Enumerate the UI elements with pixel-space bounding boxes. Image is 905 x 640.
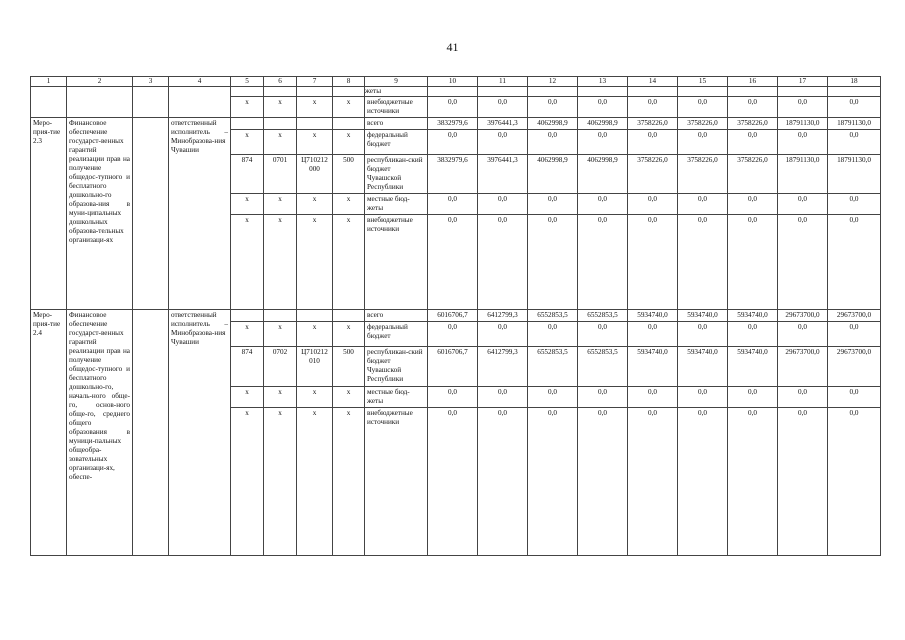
value-cell: 3758226,0 xyxy=(678,155,728,194)
code-cell: Ц710212 000 xyxy=(297,155,333,194)
header-cell: 13 xyxy=(578,77,628,87)
code-cell: x xyxy=(333,194,365,215)
value-cell: 0,0 xyxy=(528,194,578,215)
value-cell: 6412799,3 xyxy=(478,347,528,387)
header-row xyxy=(31,77,881,87)
code-cell: x xyxy=(264,215,297,310)
header-cell: 5 xyxy=(231,77,264,87)
value-cell: 0,0 xyxy=(778,97,828,118)
value-cell: 0,0 xyxy=(828,408,881,556)
blank-cell xyxy=(133,118,169,310)
value-cell: 0,0 xyxy=(578,130,628,155)
code-cell: x xyxy=(231,215,264,310)
cont-resp-cell xyxy=(169,87,231,118)
budget-table xyxy=(30,76,881,556)
value-cell: 0,0 xyxy=(828,130,881,155)
code-cell xyxy=(297,310,333,322)
code-cell: x xyxy=(333,130,365,155)
source-cell: всего xyxy=(365,310,428,322)
value-cell: 3758226,0 xyxy=(628,118,678,130)
header-cell: 7 xyxy=(297,77,333,87)
code-cell: x xyxy=(297,322,333,347)
header-cell: 6 xyxy=(264,77,297,87)
code-cell: x xyxy=(333,408,365,556)
page-number: 41 xyxy=(446,40,459,54)
value-cell: 0,0 xyxy=(478,194,528,215)
value-cell: 0,0 xyxy=(628,322,678,347)
value-cell: 0,0 xyxy=(678,194,728,215)
value-cell: 0,0 xyxy=(578,322,628,347)
value-cell: 0,0 xyxy=(778,194,828,215)
header-cell: 4 xyxy=(169,77,231,87)
header-cell: 9 xyxy=(365,77,428,87)
header-cell: 12 xyxy=(528,77,578,87)
value-cell: 0,0 xyxy=(678,408,728,556)
value-cell: 3832979,6 xyxy=(428,155,478,194)
value-cell: 3976441,3 xyxy=(478,155,528,194)
source-cell: внебюджетные источники xyxy=(365,408,428,556)
value-cell: 6552853,5 xyxy=(578,310,628,322)
code-cell: x xyxy=(264,194,297,215)
code-cell: x xyxy=(333,322,365,347)
value-cell: 0,0 xyxy=(528,387,578,408)
value-cell: 6552853,5 xyxy=(578,347,628,387)
value-cell: 3758226,0 xyxy=(628,155,678,194)
code-cell: 874 xyxy=(231,155,264,194)
value-cell: 0,0 xyxy=(728,215,778,310)
cont-blank-cell xyxy=(133,87,169,118)
value-cell: 0,0 xyxy=(828,97,881,118)
value-cell: 0,0 xyxy=(778,215,828,310)
code-cell: 500 xyxy=(333,155,365,194)
value-cell: 18791130,0 xyxy=(778,155,828,194)
value-cell: 0,0 xyxy=(628,97,678,118)
value-cell: 0,0 xyxy=(578,387,628,408)
value-cell: 0,0 xyxy=(478,408,528,556)
value-cell: 0,0 xyxy=(678,322,728,347)
code-cell: x xyxy=(333,97,365,118)
value-cell: 0,0 xyxy=(578,194,628,215)
value-cell: 0,0 xyxy=(678,130,728,155)
code-cell: x xyxy=(297,215,333,310)
value-cell: 0,0 xyxy=(828,322,881,347)
code-cell: x xyxy=(231,130,264,155)
code-cell xyxy=(264,118,297,130)
value-cell: 0,0 xyxy=(428,130,478,155)
header-cell: 1 xyxy=(31,77,67,87)
blank-cell xyxy=(133,310,169,556)
source-cell: местные бюд-жеты xyxy=(365,194,428,215)
value-cell: 18791130,0 xyxy=(828,118,881,130)
value-cell: 0,0 xyxy=(528,97,578,118)
code-cell: x xyxy=(231,408,264,556)
code-cell: x xyxy=(297,408,333,556)
code-cell: x xyxy=(297,194,333,215)
value-cell: 29673700,0 xyxy=(778,310,828,322)
value-cell: 18791130,0 xyxy=(828,155,881,194)
value-cell: 0,0 xyxy=(628,194,678,215)
code-cell: x xyxy=(231,97,264,118)
code-cell: x xyxy=(231,194,264,215)
header-cell: 10 xyxy=(428,77,478,87)
code-cell xyxy=(231,310,264,322)
code-cell: x xyxy=(333,215,365,310)
value-cell: 5934740,0 xyxy=(628,347,678,387)
code-cell xyxy=(297,118,333,130)
header-cell: 15 xyxy=(678,77,728,87)
code-cell: 500 xyxy=(333,347,365,387)
value-cell: 0,0 xyxy=(728,387,778,408)
header-cell: 14 xyxy=(628,77,678,87)
value-cell: 4062998,9 xyxy=(578,155,628,194)
value-cell: 3758226,0 xyxy=(728,155,778,194)
code-cell xyxy=(333,310,365,322)
code-cell: 874 xyxy=(231,347,264,387)
value-cell: 3832979,6 xyxy=(428,118,478,130)
value-cell: 4062998,9 xyxy=(528,118,578,130)
source-cell: внебюджетные источники xyxy=(365,215,428,310)
header-cell: 17 xyxy=(778,77,828,87)
value-cell: 3976441,3 xyxy=(478,118,528,130)
code-cell: x xyxy=(297,387,333,408)
value-cell: 0,0 xyxy=(428,215,478,310)
value-cell: 0,0 xyxy=(578,215,628,310)
value-cell: 18791130,0 xyxy=(778,118,828,130)
responsible-cell: ответственный исполнитель – Минобразова-ния Чувашии xyxy=(169,118,231,310)
value-cell: 0,0 xyxy=(728,97,778,118)
value-cell: 6016706,7 xyxy=(428,347,478,387)
value-cell: 0,0 xyxy=(778,130,828,155)
code-cell: x xyxy=(297,130,333,155)
value-cell: 5934740,0 xyxy=(728,347,778,387)
value-cell: 0,0 xyxy=(678,97,728,118)
code-cell: x xyxy=(333,387,365,408)
value-cell: 0,0 xyxy=(628,215,678,310)
value-cell: 3758226,0 xyxy=(728,118,778,130)
value-cell: 0,0 xyxy=(428,322,478,347)
code-cell: x xyxy=(264,408,297,556)
value-cell: 0,0 xyxy=(528,322,578,347)
code-cell: x xyxy=(264,387,297,408)
code-cell: x xyxy=(264,322,297,347)
value-cell: 0,0 xyxy=(478,97,528,118)
code-cell: x xyxy=(264,130,297,155)
source-cell: республикан-ский бюджет Чувашской Республики xyxy=(365,347,428,387)
value-cell: 5934740,0 xyxy=(728,310,778,322)
value-cell: 6412799,3 xyxy=(478,310,528,322)
value-cell: 0,0 xyxy=(478,215,528,310)
header-cell: 18 xyxy=(828,77,881,87)
value-cell: 6552853,5 xyxy=(528,347,578,387)
cont-name-cell xyxy=(67,87,133,118)
header-cell: 11 xyxy=(478,77,528,87)
code-cell xyxy=(333,118,365,130)
source-cell: местные бюд-жеты xyxy=(365,387,428,408)
table-row xyxy=(31,310,881,322)
continuation-top-row xyxy=(31,87,881,97)
header-cell: 2 xyxy=(67,77,133,87)
value-cell: 0,0 xyxy=(778,387,828,408)
cont-code-cell xyxy=(31,87,67,118)
responsible-cell: ответственный исполнитель – Минобразова-ния Чувашии xyxy=(169,310,231,556)
code-cell: x xyxy=(264,97,297,118)
header-cell: 3 xyxy=(133,77,169,87)
value-cell: 0,0 xyxy=(628,387,678,408)
source-cell: федеральный бюджет xyxy=(365,322,428,347)
value-cell: 0,0 xyxy=(828,194,881,215)
source-cell: внебюджетные источники xyxy=(365,97,428,118)
value-cell: 5934740,0 xyxy=(678,310,728,322)
value-cell: 0,0 xyxy=(578,97,628,118)
value-cell: 0,0 xyxy=(428,97,478,118)
code-cell: Ц710212 010 xyxy=(297,347,333,387)
value-cell: 0,0 xyxy=(428,408,478,556)
source-cell: республикан-ский бюджет Чувашской Республики xyxy=(365,155,428,194)
value-cell: 0,0 xyxy=(828,215,881,310)
code-cell: x xyxy=(231,387,264,408)
value-cell: 0,0 xyxy=(428,387,478,408)
value-cell: 0,0 xyxy=(628,408,678,556)
value-cell: 29673700,0 xyxy=(778,347,828,387)
value-cell: 0,0 xyxy=(728,194,778,215)
code-cell xyxy=(231,118,264,130)
value-cell: 3758226,0 xyxy=(678,118,728,130)
value-cell: 29673700,0 xyxy=(828,347,881,387)
value-cell: 0,0 xyxy=(528,215,578,310)
code-cell xyxy=(264,310,297,322)
value-cell: 5934740,0 xyxy=(628,310,678,322)
value-cell: 0,0 xyxy=(428,194,478,215)
source-cell: всего xyxy=(365,118,428,130)
value-cell: 6016706,7 xyxy=(428,310,478,322)
value-cell: 0,0 xyxy=(728,322,778,347)
source-cell: федеральный бюджет xyxy=(365,130,428,155)
value-cell: 29673700,0 xyxy=(828,310,881,322)
table-row xyxy=(31,118,881,130)
code-cell: 0701 xyxy=(264,155,297,194)
header-cell: 16 xyxy=(728,77,778,87)
value-cell: 0,0 xyxy=(578,408,628,556)
header-cell: 8 xyxy=(333,77,365,87)
value-cell: 0,0 xyxy=(678,215,728,310)
value-cell: 0,0 xyxy=(778,322,828,347)
measure-name: Финансовое обеспечение государст-венных гарантий реализации прав на получение общедос-тупного и бесплатного дошкольно-го, началь-ного обще-го, основ-ного обще-го, среднего общего образования в муници-пальных общеобра-зовательных организаци-ях, обеспе- xyxy=(67,310,133,556)
code-cell: 0702 xyxy=(264,347,297,387)
value-cell: 4062998,9 xyxy=(578,118,628,130)
value-cell: 0,0 xyxy=(478,387,528,408)
value-cell: 0,0 xyxy=(728,130,778,155)
code-cell: x xyxy=(231,322,264,347)
value-cell: 0,0 xyxy=(828,387,881,408)
value-cell: 5934740,0 xyxy=(678,347,728,387)
value-cell: 0,0 xyxy=(678,387,728,408)
cont-source-top: жеты xyxy=(365,87,428,97)
value-cell: 6552853,5 xyxy=(528,310,578,322)
code-cell: x xyxy=(297,97,333,118)
measure-code: Меро-прия-тие 2.3 xyxy=(31,118,67,310)
value-cell: 0,0 xyxy=(478,322,528,347)
value-cell: 0,0 xyxy=(728,408,778,556)
value-cell: 0,0 xyxy=(628,130,678,155)
value-cell: 4062998,9 xyxy=(528,155,578,194)
measure-name: Финансовое обеспечение государст-венных гарантий реализации прав на получение общедос-тупного и бесплатного дошкольно-го образова-ния в муни-ципальных дошкольных образова-тельных организаци-ях xyxy=(67,118,133,310)
value-cell: 0,0 xyxy=(528,130,578,155)
value-cell: 0,0 xyxy=(528,408,578,556)
measure-code: Меро-прия-тие 2.4 xyxy=(31,310,67,556)
value-cell: 0,0 xyxy=(778,408,828,556)
value-cell: 0,0 xyxy=(478,130,528,155)
